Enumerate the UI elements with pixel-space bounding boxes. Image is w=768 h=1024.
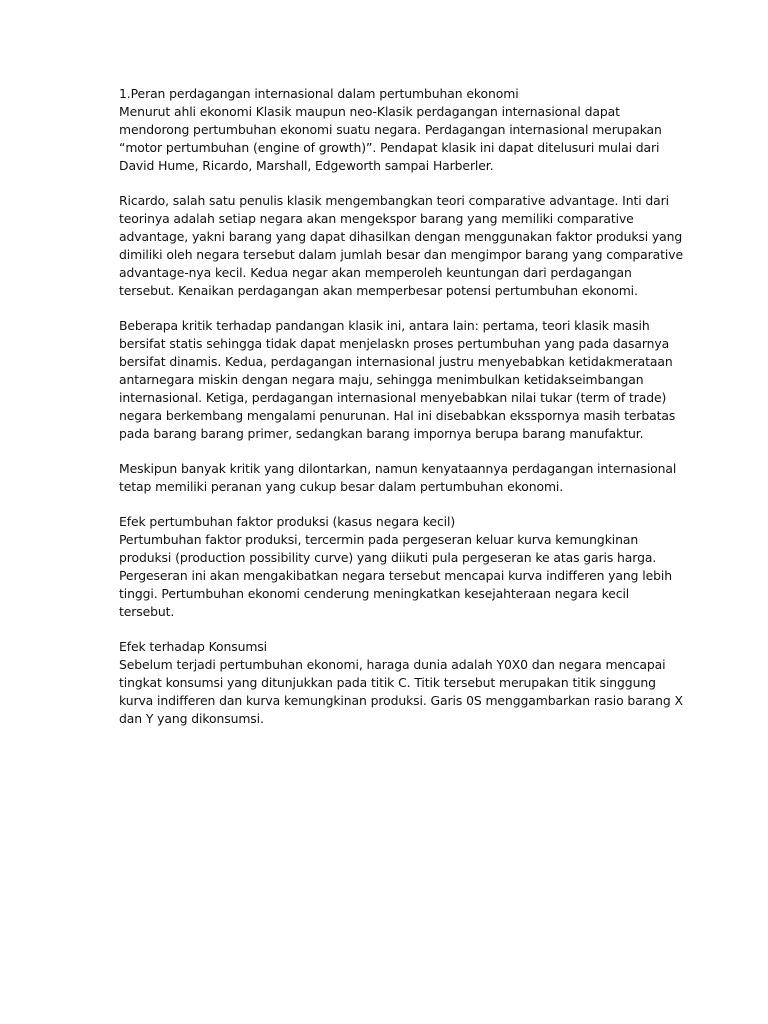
- text-line: produksi (production possibility curve) yang diikuti pula pergeseran ke atas garis harga.: [119, 550, 657, 565]
- paragraph-peran-perdagangan: [119, 85, 679, 175]
- section-heading: Efek pertumbuhan faktor produksi (kasus negara kecil): [119, 514, 456, 529]
- text-line: teorinya adalah setiap negara akan mengekspor barang yang memiliki comparative: [119, 211, 634, 226]
- text-line: advantage, yakni barang yang dapat dihasilkan dengan menggunakan faktor produksi yang: [119, 229, 683, 244]
- text-line: Sebelum terjadi pertumbuhan ekonomi, haraga dunia adalah Y0X0 dan negara mencapai: [119, 657, 666, 672]
- paragraph-efek-konsumsi: [119, 638, 683, 728]
- text-line: tersebut. Kenaikan perdagangan akan memperbesar potensi pertumbuhan ekonomi.: [119, 283, 638, 298]
- text-line: tetap memiliki peranan yang cukup besar dalam pertumbuhan ekonomi.: [119, 479, 564, 494]
- text-line: Beberapa kritik terhadap pandangan klasik ini, antara lain: pertama, teori klasik masih: [119, 318, 650, 333]
- document-body: [119, 85, 683, 745]
- text-line: “motor pertumbuhan (engine of growth)”. Pendapat klasik ini dapat ditelusuri mulai dari: [119, 140, 660, 155]
- text-line: advantage-nya kecil. Kedua negar akan memperoleh keuntungan dari perdagangan: [119, 265, 632, 280]
- text-line: antarnegara miskin dengan negara maju, sehingga menimbulkan ketidakseimbangan: [119, 372, 644, 387]
- text-line: pada barang barang primer, sedangkan barang impornya berupa barang manufaktur.: [119, 426, 644, 441]
- section-heading: 1.Peran perdagangan internasional dalam pertumbuhan ekonomi: [119, 86, 519, 101]
- text-line: tersebut.: [119, 604, 175, 619]
- paragraph-meskipun: [119, 460, 679, 496]
- section-heading: Efek terhadap Konsumsi: [119, 639, 268, 654]
- text-line: tingkat konsumsi yang ditunjukkan pada titik C. Titik tersebut merupakan titik singgung: [119, 675, 656, 690]
- text-line: Meskipun banyak kritik yang dilontarkan, namun kenyataannya perdagangan internasional: [119, 461, 677, 476]
- text-line: bersifat statis sehingga tidak dapat menjelaskn proses pertumbuhan yang pada dasarnya: [119, 336, 670, 351]
- text-line: bersifat dinamis. Kedua, perdagangan internasional justru menyebabkan ketidakmerataan: [119, 354, 673, 369]
- text-line: dan Y yang dikonsumsi.: [119, 711, 264, 726]
- text-line: Pergeseran ini akan mengakibatkan negara tersebut mencapai kurva indifferen yang lebih: [119, 568, 672, 583]
- paragraph-ricardo: [119, 192, 683, 300]
- text-line: David Hume, Ricardo, Marshall, Edgeworth sampai Harberler.: [119, 158, 494, 173]
- text-line: internasional. Ketiga, perdagangan internasional menyebabkan nilai tukar (term of trade): [119, 390, 667, 405]
- paragraph-efek-pertumbuhan: [119, 513, 679, 621]
- text-line: kurva indifferen dan kurva kemungkinan produksi. Garis 0S menggambarkan rasio barang X: [119, 693, 683, 708]
- text-line: Menurut ahli ekonomi Klasik maupun neo-Klasik perdagangan internasional dapat: [119, 104, 620, 119]
- text-line: tinggi. Pertumbuhan ekonomi cenderung meningkatkan kesejahteraan negara kecil: [119, 586, 630, 601]
- text-line: mendorong pertumbuhan ekonomi suatu negara. Perdagangan internasional merupakan: [119, 122, 662, 137]
- text-line: negara berkembang mengalami penurunan. Hal ini disebabkan eksspornya masih terbatas: [119, 408, 676, 423]
- text-line: Ricardo, salah satu penulis klasik mengembangkan teori comparative advantage. Inti dari: [119, 193, 669, 208]
- text-line: Pertumbuhan faktor produksi, tercermin pada pergeseran keluar kurva kemungkinan: [119, 532, 639, 547]
- text-line: dimiliki oleh negara tersebut dalam jumlah besar dan mengimpor barang yang comparative: [119, 247, 683, 262]
- paragraph-kritik: [119, 317, 679, 443]
